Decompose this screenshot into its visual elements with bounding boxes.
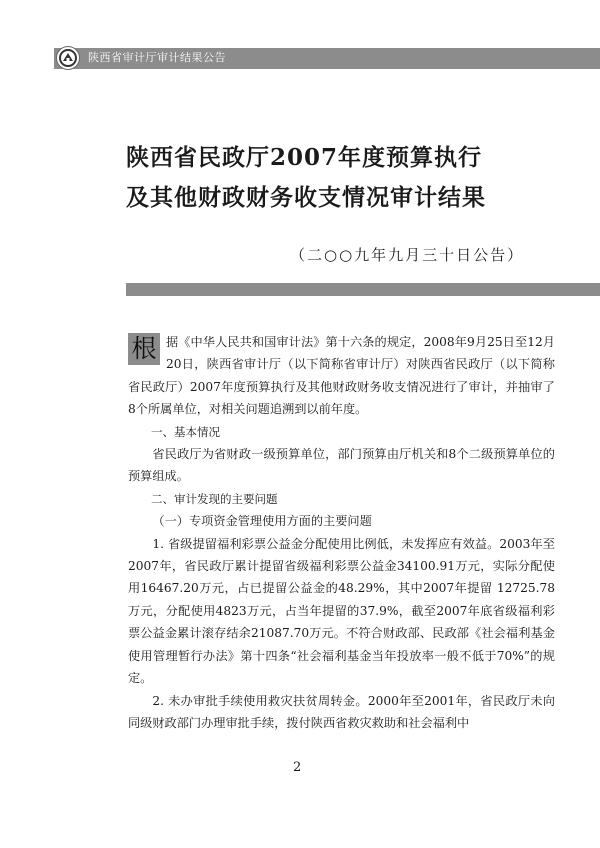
- title-line-1: 陕西省民政厅2007年度预算执行: [126, 144, 483, 171]
- publication-date: （二○○九年九月三十日公告）: [290, 246, 525, 264]
- header-title: 陕西省审计厅审计结果公告: [88, 51, 226, 64]
- audit-emblem-icon: [56, 46, 80, 70]
- drop-cap: 根: [128, 333, 160, 365]
- section-heading-issues: 二、审计发现的主要问题: [151, 491, 278, 506]
- subsection-heading-funds: （一）专项资金管理使用方面的主要问题: [152, 514, 372, 529]
- section-divider: [126, 283, 600, 296]
- section-heading-basic-info: 一、基本情况: [151, 424, 220, 439]
- intro-text: 据《中华人民共和国审计法》第十六条的规定，2008年9月25日至12月20日，陕西省审计厅（以下简称省审计厅）对陕西省民政厅（以下简称省民政厅）2007年度预算执行及其他财政财务收支情况进行了审计，并抽审了8个所属单位，对相关问题追溯到以前年度。: [128, 335, 555, 417]
- document-title: [126, 138, 546, 218]
- issue-item-1: 1. 省级提留福利彩票公益金分配使用比例低，未发挥应有效益。2003年至2007年，省民政厅累计提留省级福利彩票公益金34100.91万元，实际分配使用16467.20万元，占已提留公益金的48.29%，其中2007年提留 12725.78万元，分配使用4823万元，占当年提留的37.9%，截至2007年底省级福利彩票公益金累计滚存结余21087.70万元。不符合财政部、民政部《社会福利基金使用管理暂行办法》第十四条“社会福利基金当年投放率一般不低于70%”的规定。: [128, 536, 555, 686]
- basic-info-paragraph: 省民政厅为省财政一级预算单位，部门预算由厅机关和8个二级预算单位的预算组成。: [128, 447, 555, 484]
- page-number: 2: [293, 760, 302, 775]
- intro-paragraph: [128, 331, 555, 421]
- issue-item-2: 2. 未办审批手续使用救灾扶贫周转金。2000年至2001年，省民政厅未向同级财政部门办理审批手续，拨付陕西省救灾救助和社会福利中: [128, 693, 555, 730]
- title-line-2: 及其他财政财务收支情况审计结果: [126, 184, 486, 211]
- document-body: [128, 331, 555, 734]
